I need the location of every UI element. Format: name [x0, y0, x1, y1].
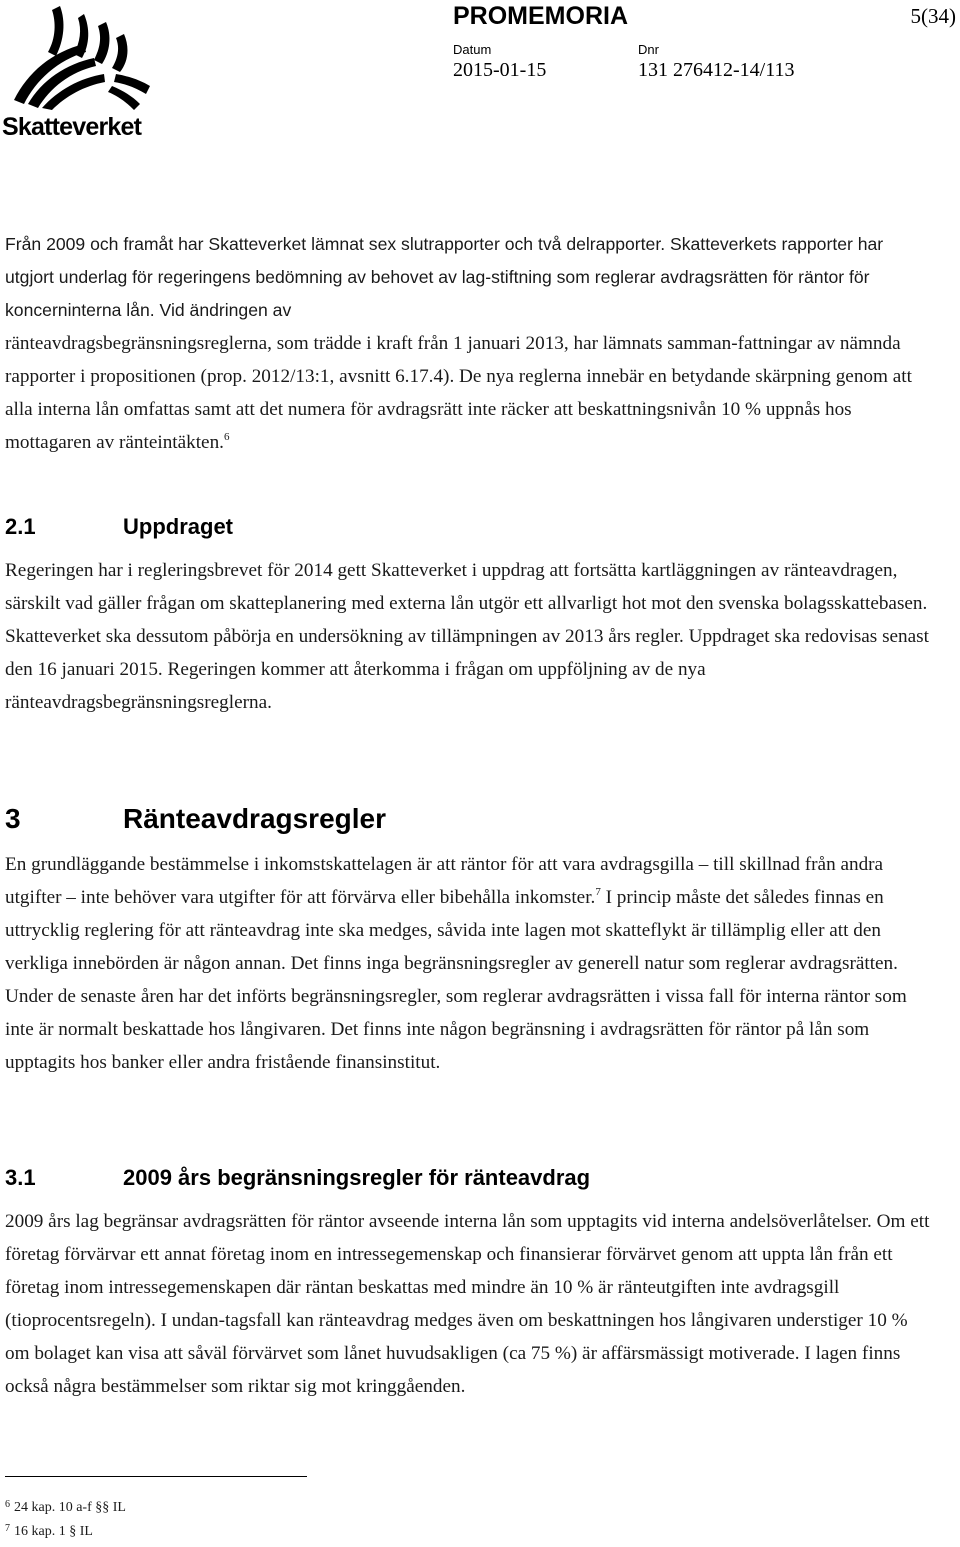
- logo-wordmark: Skatteverket: [2, 113, 142, 141]
- footnote-divider: [5, 1476, 307, 1477]
- intro-text-serif: ränteavdragsbegränsningsreglerna, som trädde i kraft från 1 januari 2013, har lämnats samman-fattningar av nämnda rapporter i propositionen (prop. 2012/13:1, avsnitt 6.17.4). De nya reglerna innebär en betydande skärpning genom att alla interna lån omfattas samt att det numera för avdragsrätt inte räcker att beskattningsnivån 10 % uppnås hos mottagaren av ränteintäkten.: [5, 333, 912, 453]
- footnote-ref-7: 7: [595, 886, 601, 898]
- dnr-label: Dnr: [638, 42, 659, 57]
- section-3-1-title: 2009 års begränsningsregler för ränteavdrag: [123, 1165, 591, 1190]
- section-3-text-b: I princip måste det således finnas en uttrycklig reglering för att ränteavdrag inte ska medges, såvida inte lagen mot skatteflykt är tillämplig eller att den verkliga innebörden är någon annan. Det finns inga begränsningsregler av generell natur som reglerar avdragsrätten. Under de senaste åren har det införts begränsningsregler, som reglerar avdragsrätten i vissa fall för interna räntor som inte är normalt beskattade hos långivaren. Det finns inte någon begränsning i avdragsrätten för räntor på lån som upptagits hos banker eller andra fristående finansinstitut.: [5, 887, 907, 1073]
- section-3-1-number: 3.1: [5, 1165, 36, 1190]
- intro-paragraph-continued: [5, 327, 933, 459]
- intro-text-sans: Från 2009 och framåt har Skatteverket lämnat sex slutrapporter och två delrapporter. Skatteverkets rapporter har utgjort underlag för regeringens bedömning av behovet av lag-stiftning som reglerar avdragsrätten för räntor för koncerninterna lån. Vid ändringen av: [5, 234, 884, 320]
- skatteverket-logo: [0, 0, 158, 150]
- footnote-number: 7: [5, 1523, 10, 1534]
- section-2-1-title: Uppdraget: [123, 514, 233, 539]
- section-3-text-a: En grundläggande bestämmelse i inkomstskattelagen är att räntor för att vara avdragsgilla – till skillnad från andra utgifter – inte behöver vara utgifter för att förvärva eller bibehålla inkomster.: [5, 854, 884, 908]
- section-3-1-text: 2009 års lag begränsar avdragsrätten för räntor avseende interna lån som upptagits vid interna andelsöverlåtelser. Om ett företag förvärvar ett annat företag inom en intressegemenskap och finansierar förvärvet genom att uppta lån från ett företag inom intressegemenskapen där räntan beskattas med mindre än 10 % är ränteutgiften inte avdragsgill (tioprocentsregeln). I undan-tagsfall kan ränteavdrag medges även om beskattningen hos långivaren understiger 10 % om bolaget kan visa att såväl förvärvet som lånet huvudsakligen (ca 75 %) är affärsmässigt motiverade. I lagen finns också några bestämmelser som riktar sig mot kringgåenden.: [5, 1211, 930, 1397]
- section-3-text: [5, 848, 933, 1079]
- footnote-ref-6: 6: [223, 431, 230, 443]
- dnr-value: 131 276412-14/113: [638, 59, 795, 81]
- section-3-number: 3: [5, 803, 21, 834]
- crown-emblem-icon: [0, 0, 158, 112]
- intro-paragraph: [5, 228, 933, 327]
- footnote-number: 6: [5, 1499, 10, 1510]
- document-type: PROMEMORIA: [453, 2, 628, 30]
- section-3-title: Ränteavdragsregler: [123, 803, 387, 834]
- date-value: 2015-01-15: [453, 59, 547, 81]
- footnote-text: 24 kap. 10 a-f §§ IL: [14, 1500, 126, 1515]
- section-2-1-number: 2.1: [5, 514, 36, 539]
- footnote-7: [5, 1524, 93, 1540]
- page-number: 5(34): [910, 4, 956, 28]
- footnote-text: 16 kap. 1 § IL: [14, 1524, 93, 1539]
- date-label: Datum: [453, 42, 492, 57]
- section-2-1-text: Regeringen har i regleringsbrevet för 2014 gett Skatteverket i uppdrag att fortsätta kartläggningen av ränteavdragen, särskilt vad gäller frågan om skatteplanering med externa lån utgör ett allvarligt hot mot den svenska bolagsskattebasen. Skatteverket ska dessutom påbörja en undersökning av tillämpningen av 2013 års regler. Uppdraget ska redovisas senast den 16 januari 2015. Regeringen kommer att återkomma i frågan om uppföljning av de nya ränteavdragsbegränsningsreglerna.: [5, 560, 929, 713]
- footnote-6: [5, 1500, 126, 1516]
